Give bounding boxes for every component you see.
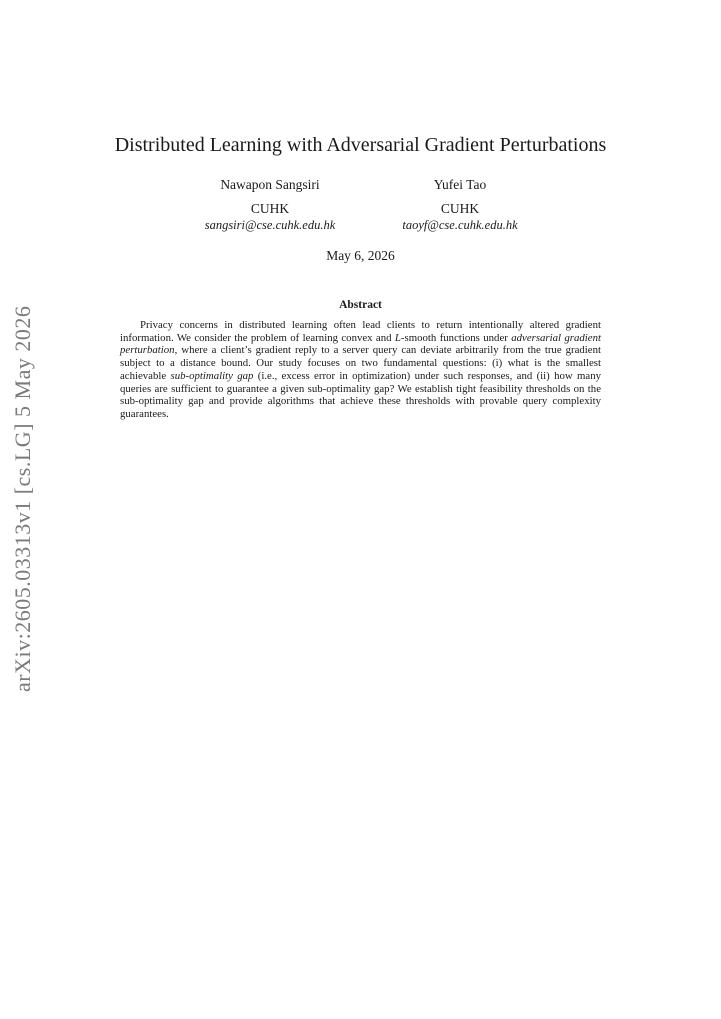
emphasized-term: sub-optimality gap <box>170 369 254 382</box>
emphasized-term: adversarial gradient perturbation <box>120 331 601 357</box>
author-affiliation: CUHK <box>250 201 290 216</box>
abstract-text-segment: , where a client’s gradient reply to a server query can deviate arbitrarily from the true gradient subject to a distance bound. Our study focuses on two fundamental questions: (i) what is the smallest achievable <box>120 344 601 382</box>
abstract-heading: Abstract <box>339 299 382 311</box>
arxiv-identifier-stamp: arXiv:2605.03313v1 [cs.LG] 5 May 2026 <box>10 305 35 692</box>
author-block <box>370 176 550 234</box>
paper-date: May 6, 2026 <box>326 248 395 263</box>
abstract-text-segment: -smooth functions under <box>400 331 512 344</box>
author-affiliation: CUHK <box>440 201 480 216</box>
author-name: Nawapon Sangsiri <box>220 177 320 192</box>
abstract-text-segment: Privacy concerns in distributed learning often lead clients to return intentionally altered gradient information. We consider the problem of learning convex and <box>120 319 601 344</box>
author-name: Yufei Tao <box>433 177 487 192</box>
abstract-text <box>120 319 601 421</box>
author-email: sangsiri@cse.cuhk.edu.hk <box>204 218 336 232</box>
paper-title: Distributed Learning with Adversarial Gradient Perturbations <box>114 134 607 156</box>
author-block <box>180 176 360 234</box>
abstract-text-segment: (i.e., excess error in optimization) under such responses, and (ii) how many queries are sufficient to guarantee a given sub-optimality gap? We establish tight feasibility thresholds on the sub-optimality gap and provide algorithms that achieve these thresholds with provable query complexity guarantees. <box>120 369 601 420</box>
math-symbol-L: L <box>394 331 401 344</box>
author-email: taoyf@cse.cuhk.edu.hk <box>402 218 518 232</box>
